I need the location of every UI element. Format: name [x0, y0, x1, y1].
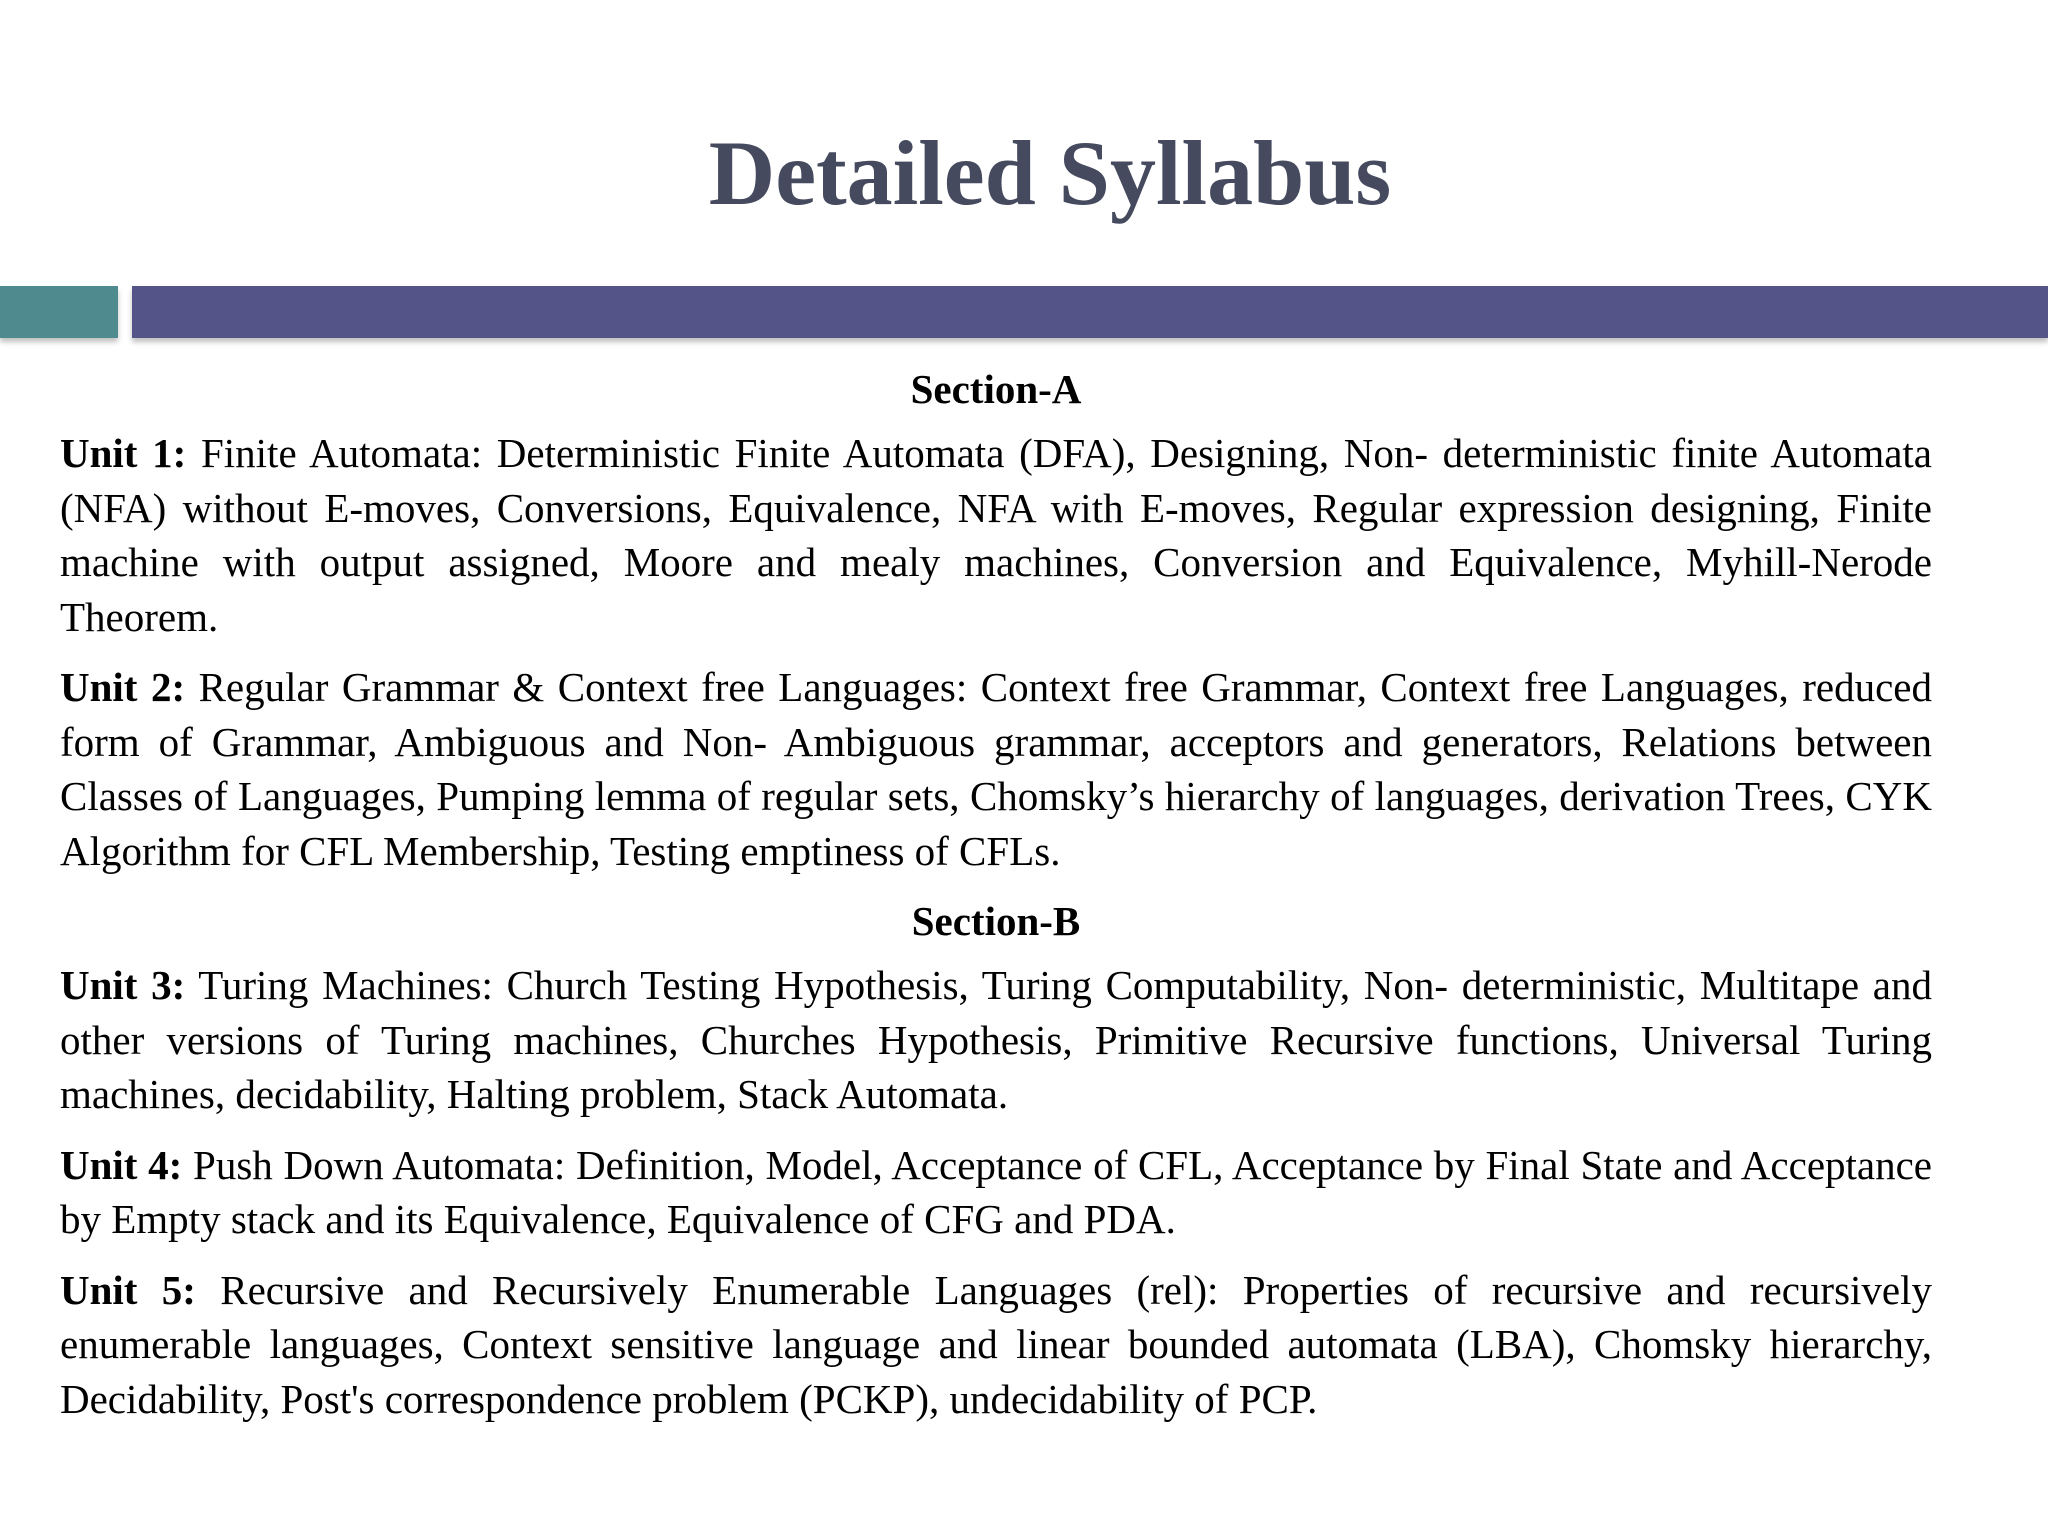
unit-5-text: Recursive and Recursively Enumerable Languages (rel): Properties of recursive and recursively enumerable languages, Context sensitive language and linear bounded automata (LBA), Chomsky hierarchy, Decidability, Post's correspondence problem (PCKP), undecidability of PCP. — [60, 1266, 1932, 1422]
unit-4-paragraph — [60, 1138, 1932, 1247]
unit-2-label: Unit 2: — [60, 664, 186, 710]
unit-2-paragraph — [60, 660, 1932, 878]
unit-3-text: Turing Machines: Church Testing Hypothesis, Turing Computability, Non- deterministic, Multitape and other versions of Turing machines, Churches Hypothesis, Primitive Recursive functions, Universal Turing machines, decidability, Halting problem, Stack Automata. — [60, 962, 1933, 1117]
unit-2-text: Regular Grammar & Context free Languages: Context free Grammar, Context free Languages, reduced form of Grammar, Ambiguous and Non- Ambiguous grammar, acceptors and generators, Relations between Classes of Languages, Pumping lemma of regular sets, Chomsky’s hierarchy of languages, derivation Trees, CYK Algorithm for CFL Membership, Testing emptiness of CFLs. — [60, 664, 1932, 874]
unit-1-text: Finite Automata: Deterministic Finite Automata (DFA), Designing, Non- deterministic finite Automata (NFA) without E-moves, Conversions, Equivalence, NFA with E-moves, Regular expression designing, Finite machine with output assigned, Moore and mealy machines, Conversion and Equivalence, Myhill-Nerode Theorem. — [60, 430, 1933, 640]
title-accent-bar — [132, 286, 2048, 338]
unit-4-text: Push Down Automata: Definition, Model, Acceptance of CFL, Acceptance by Final State and Acceptance by Empty stack and its Equivalence, Equivalence of CFG and PDA. — [60, 1141, 1932, 1242]
unit-1-label: Unit 1: — [60, 430, 187, 476]
unit-5-label: Unit 5: — [60, 1266, 196, 1313]
section-heading-b: Section-B — [911, 898, 1081, 944]
unit-5-paragraph — [60, 1263, 1932, 1427]
unit-3-paragraph — [60, 958, 1932, 1122]
unit-3-label: Unit 3: — [60, 962, 186, 1008]
slide-title: Detailed Syllabus — [708, 122, 1392, 224]
title-accent-block — [0, 286, 118, 338]
unit-1-paragraph — [60, 426, 1932, 644]
section-heading-a: Section-A — [910, 366, 1082, 412]
syllabus-content — [60, 362, 1932, 1442]
unit-4-label: Unit 4: — [60, 1141, 183, 1188]
